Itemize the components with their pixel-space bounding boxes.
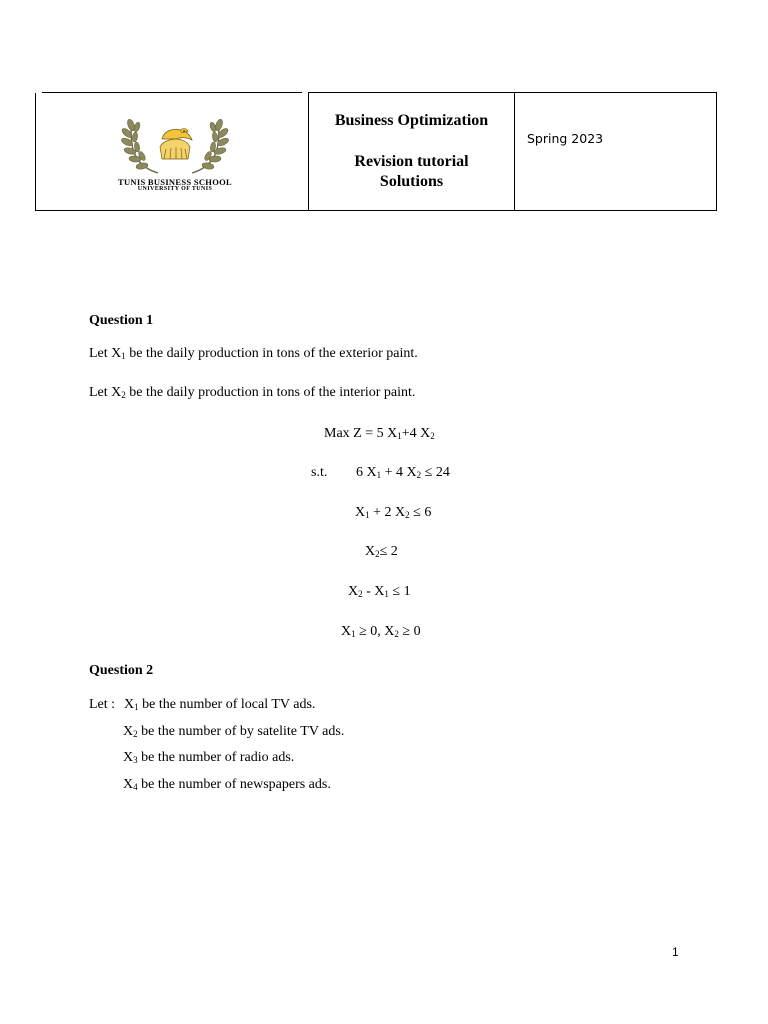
q2-variable-3: $X_3$ be the number of radio ads. [123,750,295,765]
question1-heading: Question 1 [89,313,154,328]
q1-st-label: s.t. [311,465,328,480]
university-name: UNIVERSITY OF TUNIS [137,185,213,192]
school-name: TUNIS BUSINESS SCHOOL [117,176,232,187]
laurel-eagle-icon [100,115,250,177]
term-cell [515,93,717,211]
title-cell [309,93,515,211]
q1-nonnegativity: $X_1 \ge 0$, $X_2 \ge 0$ [341,624,421,639]
q2-variable-2: $X_2$ be the number of by satelite TV ads. [123,724,345,739]
q1-constraint-2: $X_1 + 2$ $X_2 \le 6$ [355,505,432,520]
q1-objective: Max Z = 5 $X_1+4$ $X_2$ [324,426,435,441]
page-number: 1 [672,945,679,959]
q1-variable-2: Let $X_2$ be the daily production in tons of the interior paint. [89,385,416,400]
q1-constraint-3: $X_2\le 2$ [365,544,398,559]
q2-variable-1: $X_1$ be the number of local TV ads. [124,697,316,712]
school-logo [100,115,250,195]
q1-constraint-1: 6 $X_1 + 4$ $X_2 \le 24$ [356,465,450,480]
q2-let-label: Let : [89,697,116,712]
q1-variable-1: Let $X_1$ be the daily production in tons of the exterior paint. [89,346,418,361]
header-table [35,92,717,211]
course-title: Business Optimization [334,112,489,129]
q2-variable-4: $X_4$ be the number of newspapers ads. [123,777,331,792]
term-label: Spring 2023 [527,131,604,146]
question2-heading: Question 2 [89,663,154,678]
q1-constraint-4: $X_2 - X_1 \le 1$ [348,584,411,599]
doc-title-line2: Solutions [379,173,444,190]
doc-title-line1: Revision tutorial [354,153,469,170]
logo-cell [36,93,309,211]
